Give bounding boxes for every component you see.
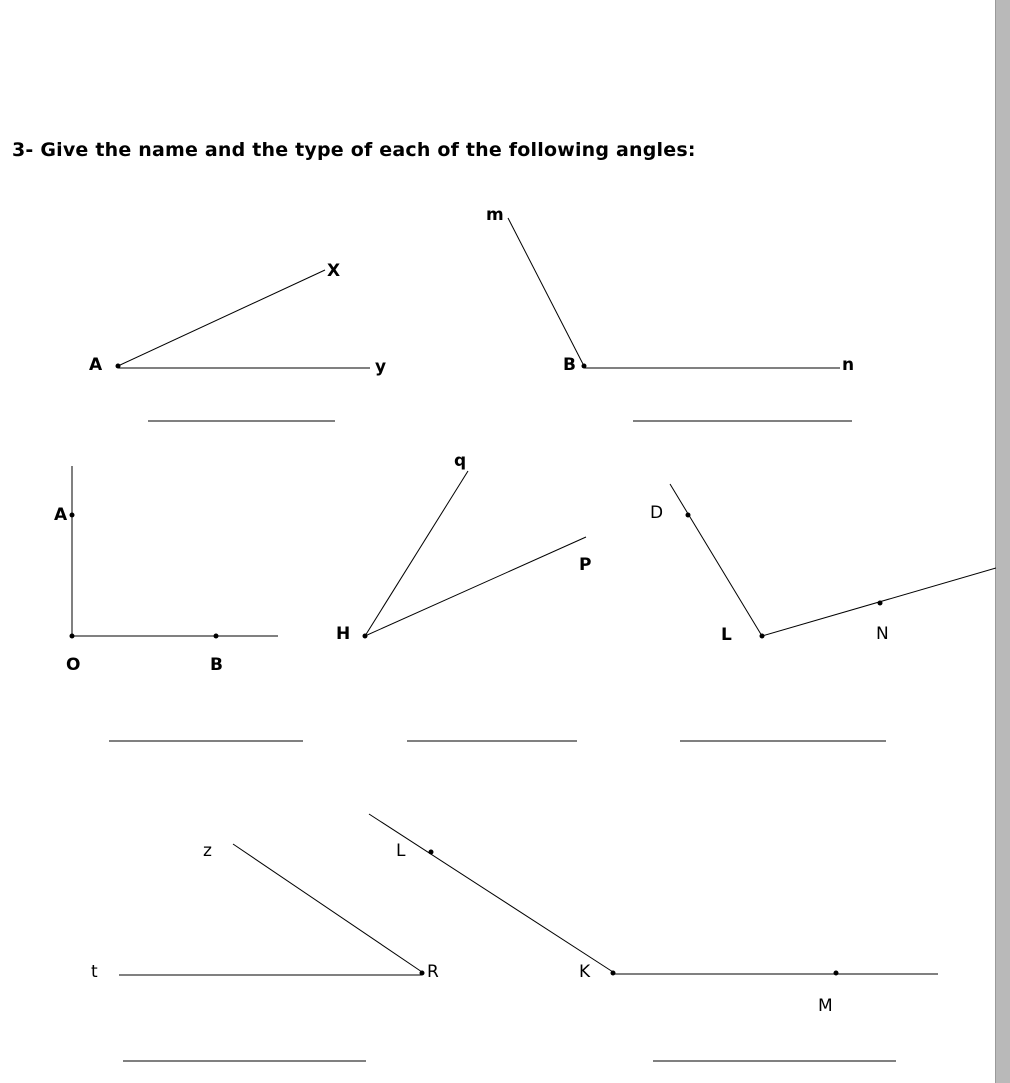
point-l-7 (429, 850, 434, 855)
label-y: y (375, 357, 387, 377)
ray-hp (365, 537, 586, 636)
label-h: H (336, 624, 351, 644)
angle-qhp (336, 451, 591, 741)
label-m: m (486, 205, 504, 225)
label-r: R (427, 962, 439, 982)
label-x: X (327, 261, 341, 281)
label-b-3: B (210, 655, 223, 675)
label-l: L (721, 625, 732, 645)
ray-ax (118, 270, 325, 366)
label-z: z (203, 841, 212, 861)
angle-mbn (486, 205, 854, 421)
ray-ld (670, 484, 762, 636)
question-text: 3- Give the name and the type of each of the following angles: (12, 139, 696, 161)
point-o (70, 634, 75, 639)
label-a-3: A (54, 505, 68, 525)
point-r (420, 971, 425, 976)
point-a-3 (70, 513, 75, 518)
label-o: O (66, 655, 81, 675)
angle-aob (54, 466, 303, 741)
point-k (611, 971, 616, 976)
point-n (878, 601, 883, 606)
label-n-5: N (876, 624, 889, 644)
label-l-7: L (396, 841, 406, 861)
label-k: K (579, 962, 591, 982)
angle-zrt (91, 841, 439, 1061)
label-p: P (579, 555, 592, 575)
label-a: A (89, 355, 103, 375)
label-b: B (563, 355, 576, 375)
label-n: n (842, 355, 855, 375)
ray-bm (508, 218, 584, 366)
page-edge-scrollbar (995, 0, 1010, 1083)
point-b-3 (214, 634, 219, 639)
label-d: D (650, 503, 664, 523)
angle-lkm (369, 814, 938, 1061)
point-h (363, 634, 368, 639)
angle-dln (650, 484, 996, 741)
point-m (834, 971, 839, 976)
label-t: t (91, 962, 98, 982)
point-d (686, 513, 691, 518)
ray-rz (233, 844, 422, 972)
point-a (116, 364, 121, 369)
point-l (760, 634, 765, 639)
label-q: q (454, 451, 467, 471)
ray-kl (369, 814, 613, 972)
point-b (582, 364, 587, 369)
label-m-7: M (818, 996, 833, 1016)
angle-xay (89, 261, 386, 421)
ray-hq (365, 471, 468, 636)
